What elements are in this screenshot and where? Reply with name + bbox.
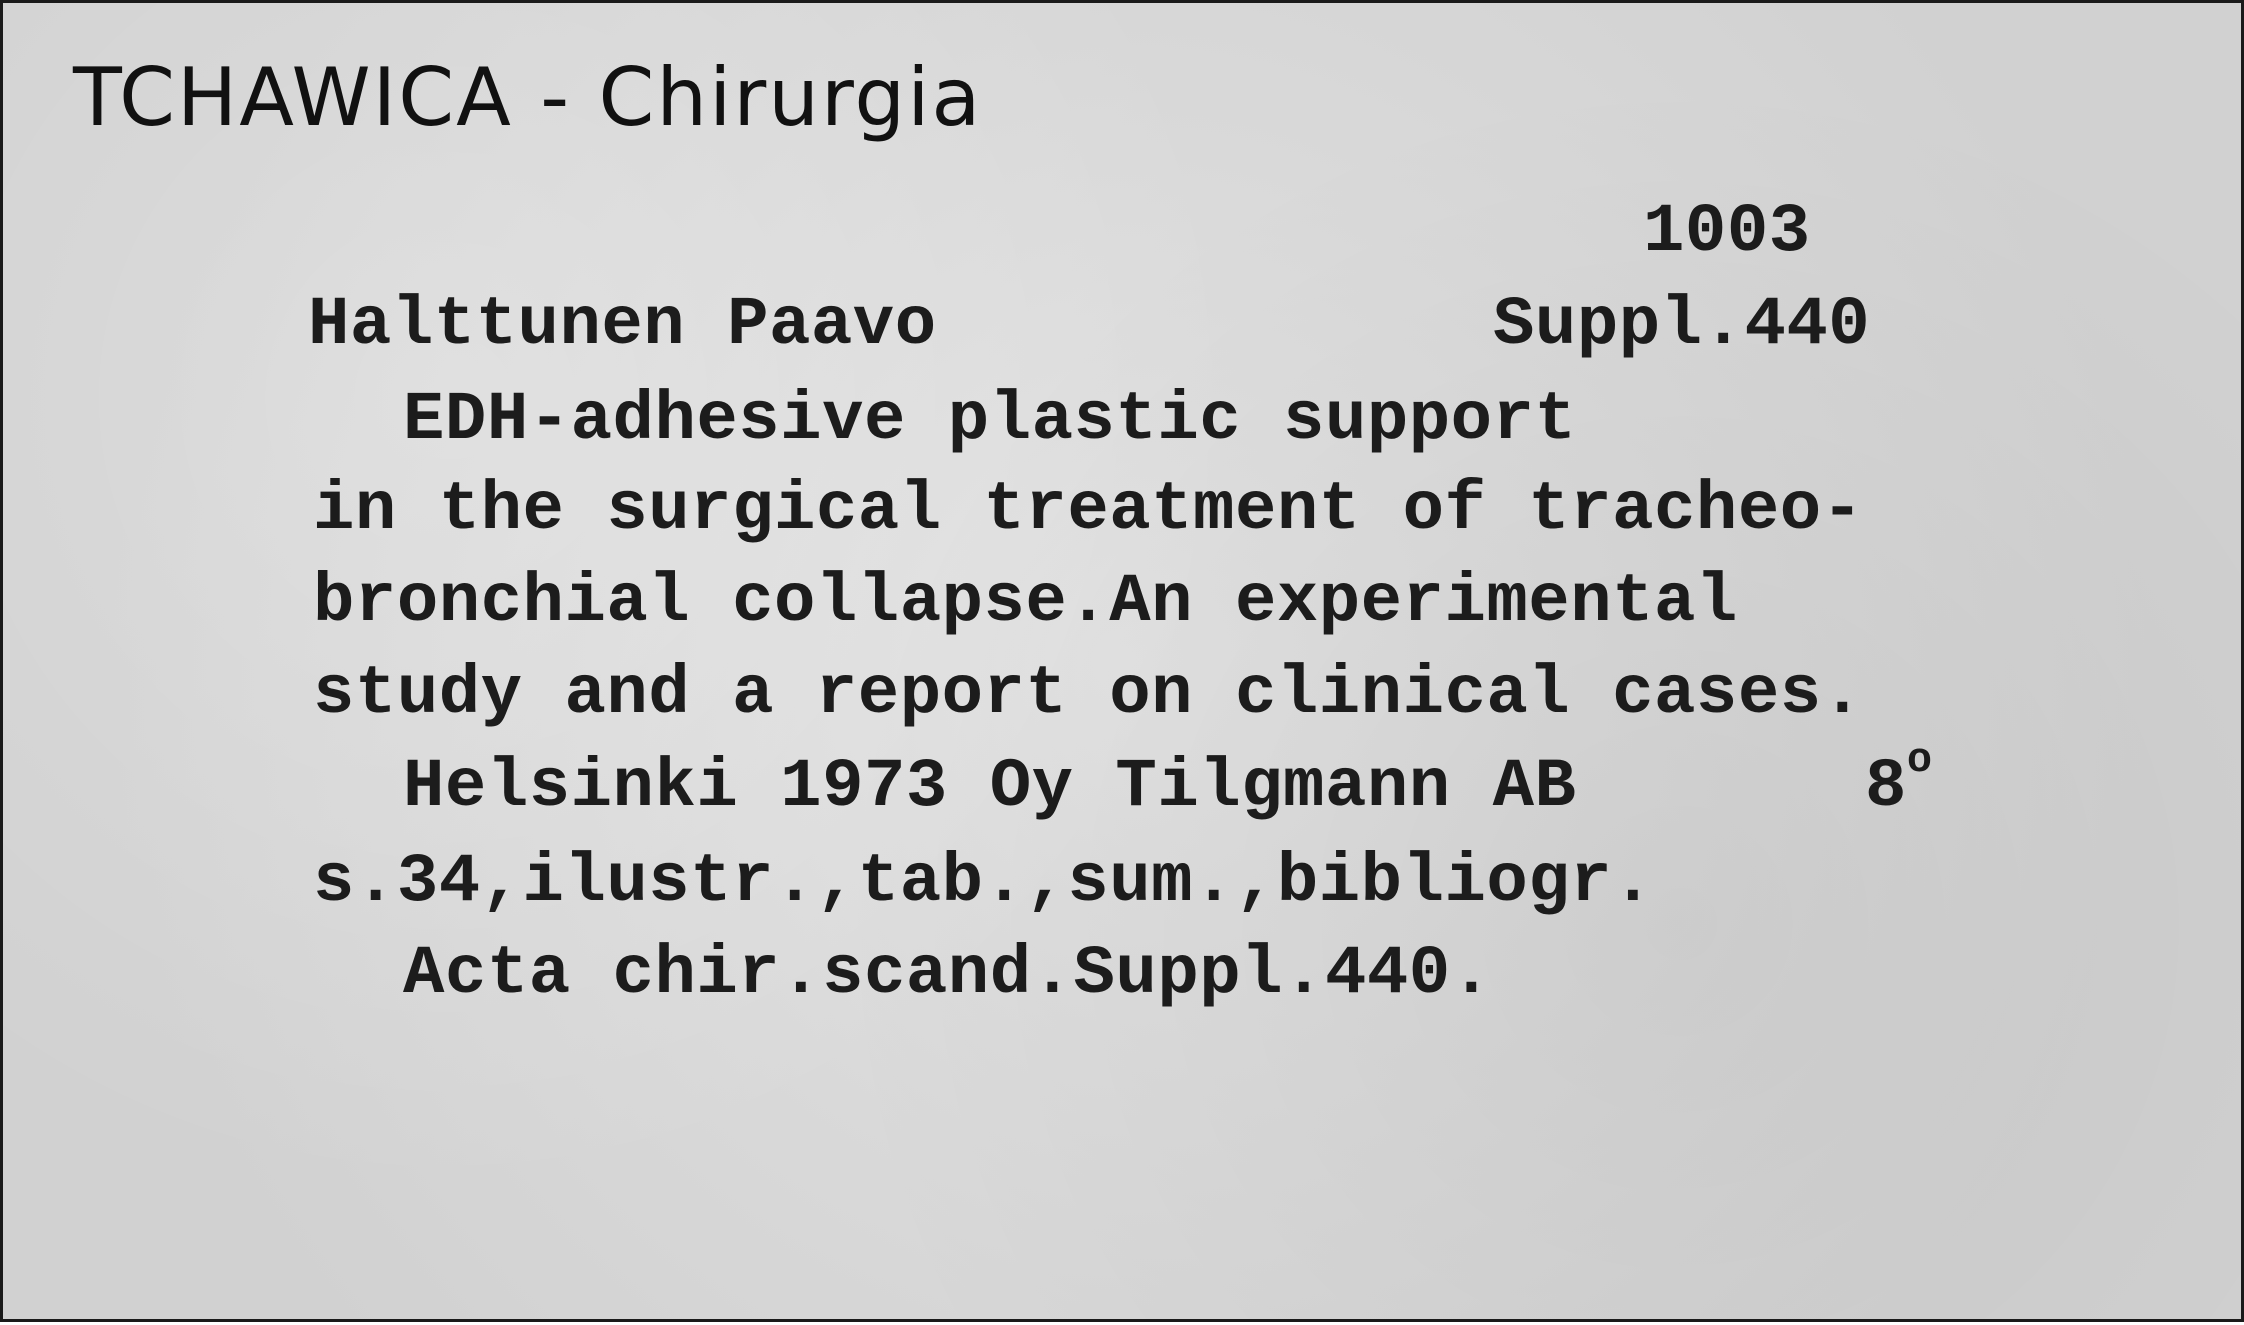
series-note: Acta chir.scand.Suppl.440. bbox=[403, 935, 1493, 1013]
title-line-2: in the surgical treatment of tracheo- bbox=[313, 471, 1864, 549]
card-number: 1003 bbox=[1643, 193, 1811, 271]
format bbox=[1865, 736, 1933, 826]
card-heading: TCHAWICA - Chirurgia bbox=[73, 51, 983, 144]
format-superscript: o bbox=[1906, 736, 1933, 784]
title-line-4: study and a report on clinical cases. bbox=[313, 655, 1864, 733]
title-line-3: bronchial collapse.An experimental bbox=[313, 563, 1738, 641]
title-line-1: EDH-adhesive plastic support bbox=[403, 381, 1577, 459]
imprint: Helsinki 1973 Oy Tilgmann AB bbox=[403, 748, 1577, 826]
author: Halttunen Paavo bbox=[308, 286, 937, 364]
supplement-number: Suppl.440 bbox=[1493, 286, 1871, 364]
format-size: 8 bbox=[1865, 748, 1907, 826]
collation: s.34,ilustr.,tab.,sum.,bibliogr. bbox=[313, 843, 1655, 921]
